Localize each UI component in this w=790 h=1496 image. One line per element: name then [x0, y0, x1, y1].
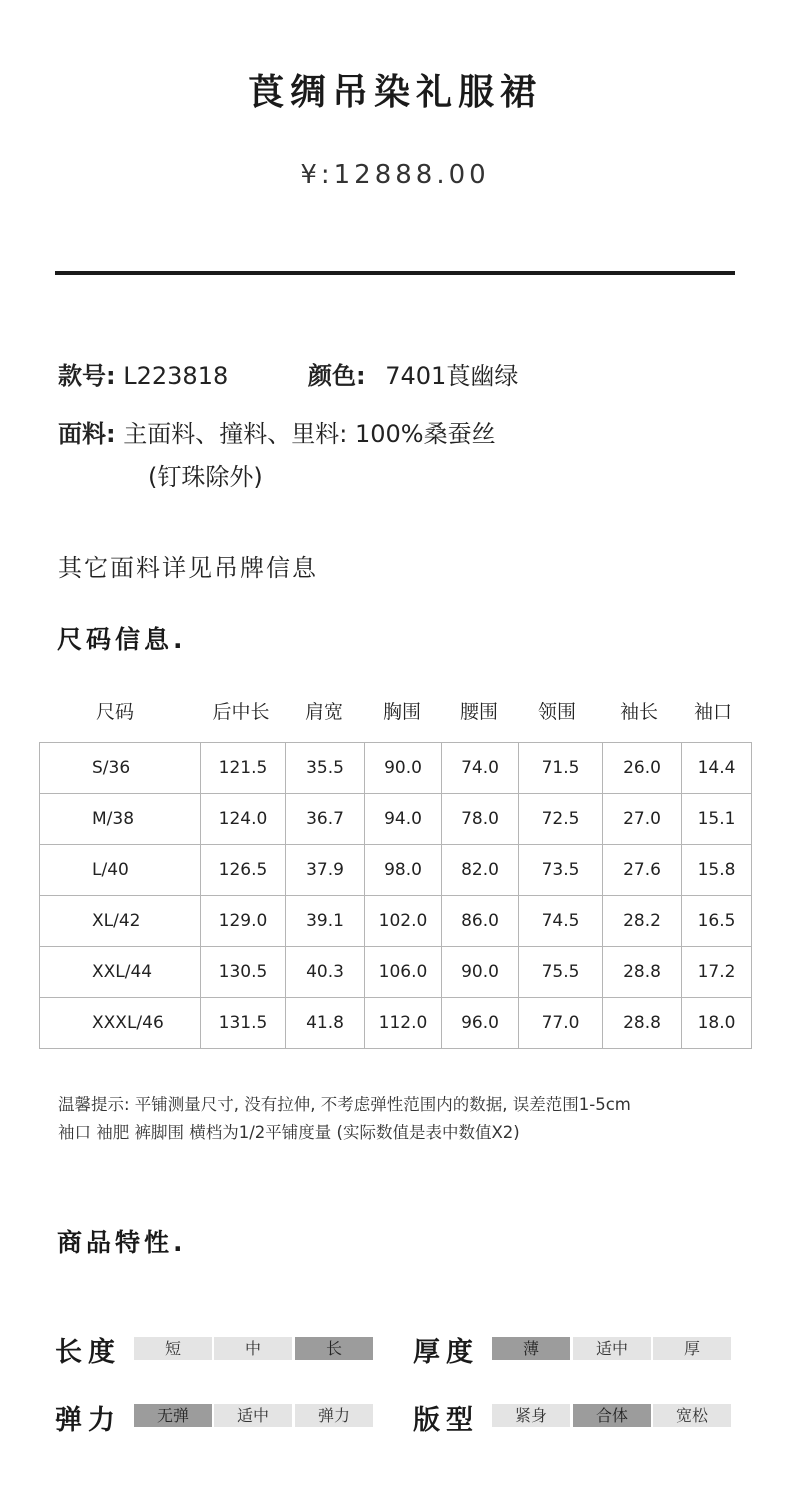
table-cell: 130.5	[201, 947, 286, 998]
table-cell: 126.5	[201, 845, 286, 896]
fabric-row	[58, 414, 496, 449]
table-cell: 16.5	[682, 896, 752, 947]
table-cell: 86.0	[442, 896, 519, 947]
table-cell: 74.5	[519, 896, 603, 947]
table-cell: 78.0	[442, 794, 519, 845]
table-cell: 73.5	[519, 845, 603, 896]
length-option-short: 短	[134, 1337, 212, 1360]
thickness-option-thick: 厚	[653, 1337, 731, 1360]
size-cell: XXL/44	[40, 947, 201, 998]
fit-label: 版型	[413, 1405, 479, 1436]
table-cell: 37.9	[286, 845, 365, 896]
fit-option-slim: 紧身	[492, 1404, 570, 1427]
table-cell: 71.5	[519, 743, 603, 794]
col-header-collar: 领围	[537, 701, 576, 723]
style-number-label: 款号:	[58, 362, 116, 390]
table-cell: 106.0	[365, 947, 442, 998]
table-cell: 40.3	[286, 947, 365, 998]
thickness-label: 厚度	[413, 1337, 479, 1368]
col-header-size: 尺码	[95, 701, 134, 723]
fabric-label: 面料:	[58, 420, 116, 448]
length-label: 长度	[55, 1337, 121, 1368]
features-heading: 商品特性.	[57, 1228, 187, 1257]
table-cell: 28.2	[603, 896, 682, 947]
divider	[55, 271, 735, 275]
size-cell: XXXL/46	[40, 998, 201, 1049]
measurement-note-line1: 温馨提示: 平铺测量尺寸, 没有拉伸, 不考虑弹性范围内的数据, 误差范围1-5cm	[58, 1095, 631, 1114]
color-row	[308, 356, 518, 391]
col-header-shoulder: 肩宽	[304, 701, 343, 723]
table-cell: 75.5	[519, 947, 603, 998]
length-option-long: 长	[295, 1337, 373, 1360]
table-row	[40, 794, 752, 845]
table-cell: 112.0	[365, 998, 442, 1049]
table-cell: 74.0	[442, 743, 519, 794]
table-cell: 36.7	[286, 794, 365, 845]
table-cell: 18.0	[682, 998, 752, 1049]
table-row	[40, 896, 752, 947]
table-cell: 90.0	[442, 947, 519, 998]
table-cell: 28.8	[603, 947, 682, 998]
table-row	[40, 845, 752, 896]
table-cell: 14.4	[682, 743, 752, 794]
table-cell: 94.0	[365, 794, 442, 845]
style-number-value: L223818	[123, 362, 229, 390]
length-option-medium: 中	[214, 1337, 292, 1360]
table-cell: 124.0	[201, 794, 286, 845]
table-cell: 82.0	[442, 845, 519, 896]
table-cell: 35.5	[286, 743, 365, 794]
table-cell: 17.2	[682, 947, 752, 998]
table-cell: 26.0	[603, 743, 682, 794]
table-cell: 39.1	[286, 896, 365, 947]
col-header-chest: 胸围	[382, 701, 421, 723]
table-cell: 27.0	[603, 794, 682, 845]
thickness-option-medium: 适中	[573, 1337, 651, 1360]
fabric-note: (钉珠除外)	[148, 463, 263, 491]
elasticity-option-medium: 适中	[214, 1404, 292, 1427]
table-row	[40, 998, 752, 1049]
table-cell: 15.8	[682, 845, 752, 896]
size-heading: 尺码信息.	[57, 625, 187, 654]
elasticity-option-stretch: 弹力	[295, 1404, 373, 1427]
elasticity-label: 弹力	[55, 1405, 121, 1436]
thickness-option-thin: 薄	[492, 1337, 570, 1360]
color-value: 7401莨幽绿	[385, 362, 519, 390]
table-cell: 131.5	[201, 998, 286, 1049]
col-header-sleeve-length: 袖长	[619, 701, 658, 723]
size-cell: L/40	[40, 845, 201, 896]
elasticity-option-none: 无弹	[134, 1404, 212, 1427]
col-header-cuff: 袖口	[693, 701, 732, 723]
other-fabric-note: 其它面料详见吊牌信息	[58, 554, 318, 582]
style-number-row	[58, 356, 228, 391]
product-price: ¥:12888.00	[300, 160, 490, 190]
table-cell: 98.0	[365, 845, 442, 896]
table-cell: 96.0	[442, 998, 519, 1049]
product-title: 莨绸吊染礼服裙	[247, 72, 542, 113]
fit-option-regular: 合体	[573, 1404, 651, 1427]
table-cell: 121.5	[201, 743, 286, 794]
fit-option-loose: 宽松	[653, 1404, 731, 1427]
table-cell: 28.8	[603, 998, 682, 1049]
table-cell: 129.0	[201, 896, 286, 947]
table-cell: 27.6	[603, 845, 682, 896]
col-header-back-length: 后中长	[212, 701, 270, 723]
table-cell: 72.5	[519, 794, 603, 845]
fabric-value: 主面料、撞料、里料: 100%桑蚕丝	[123, 420, 496, 448]
table-cell: 41.8	[286, 998, 365, 1049]
table-row	[40, 743, 752, 794]
col-header-waist: 腰围	[459, 701, 498, 723]
table-cell: 90.0	[365, 743, 442, 794]
table-row	[40, 947, 752, 998]
table-cell: 15.1	[682, 794, 752, 845]
size-cell: S/36	[40, 743, 201, 794]
table-cell: 102.0	[365, 896, 442, 947]
table-cell: 77.0	[519, 998, 603, 1049]
measurement-note-line2: 袖口 袖肥 裤脚围 横档为1/2平铺度量 (实际数值是表中数值X2)	[58, 1123, 520, 1142]
color-label: 颜色:	[308, 362, 366, 390]
size-cell: XL/42	[40, 896, 201, 947]
size-table	[39, 742, 752, 1049]
size-cell: M/38	[40, 794, 201, 845]
